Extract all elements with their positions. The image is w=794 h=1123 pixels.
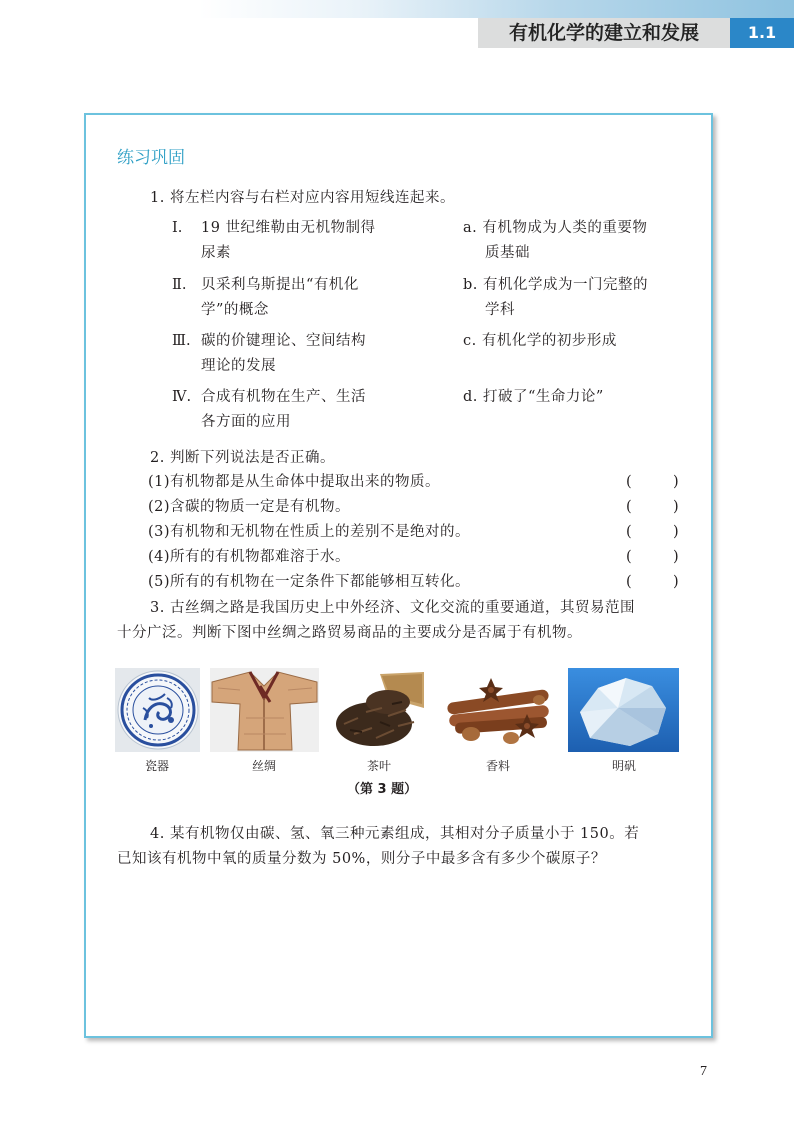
q3-line1: 3. 古丝绸之路是我国历史上中外经济、文化交流的重要通道，其贸易范围 — [150, 600, 635, 616]
q2-item-2: (2)含碳的物质一定是有机物。 — [148, 499, 351, 515]
q1-left-3-line2: 理论的发展 — [201, 358, 276, 374]
q2-paren-open-5: ( — [626, 574, 632, 590]
q1-left-2-line2: 学”的概念 — [201, 302, 269, 318]
caption-tea: 茶叶 — [366, 759, 391, 773]
q1-right-d-line1: d. 打破了“生命力论” — [463, 389, 604, 405]
q2-item-4: (4)所有的有机物都难溶于水。 — [148, 549, 351, 565]
figure-caption: （第 3 题） — [347, 782, 418, 797]
q1-left-4-line1: 合成有机物在生产、生活 — [201, 389, 366, 405]
q3-line2: 十分广泛。判断下图中丝绸之路贸易商品的主要成分是否属于有机物。 — [117, 625, 582, 641]
q2-paren-close-2: ) — [673, 499, 679, 515]
q1-left-num-1: Ⅰ. — [172, 220, 183, 236]
q1-right-a-line2: 质基础 — [485, 245, 530, 261]
q1-right-b-line2: 学科 — [485, 302, 515, 318]
q1-left-3-line1: 碳的价键理论、空间结构 — [201, 333, 366, 349]
caption-spices: 香料 — [485, 759, 510, 773]
q2-paren-close-3: ) — [673, 524, 679, 540]
q4-line2: 已知该有机物中氧的质量分数为 50%，则分子中最多含有多少个碳原子？ — [117, 851, 606, 867]
q2-stem: 2. 判断下列说法是否正确。 — [150, 450, 335, 466]
section-number: 1.1 — [730, 18, 794, 48]
alum-crystal-photo — [568, 668, 679, 752]
q2-paren-close-4: ) — [673, 549, 679, 565]
q2-paren-open-2: ( — [626, 499, 632, 515]
caption-alum: 明矾 — [611, 759, 636, 773]
q1-left-1-line1: 19 世纪维勒由无机物制得 — [201, 220, 376, 236]
header-gradient-bar — [0, 0, 794, 18]
q2-paren-open-1: ( — [626, 474, 632, 490]
q2-paren-open-3: ( — [626, 524, 632, 540]
q1-left-num-4: Ⅳ. — [172, 389, 192, 405]
spices-photo — [441, 668, 555, 752]
q1-stem: 1. 将左栏内容与右栏对应内容用短线连起来。 — [150, 190, 455, 206]
q1-right-b-line1: b. 有机化学成为一门完整的 — [463, 277, 648, 293]
caption-porcelain: 瓷器 — [144, 759, 169, 773]
tea-leaves-photo — [332, 668, 427, 752]
q1-right-c-line1: c. 有机化学的初步形成 — [463, 333, 617, 349]
q2-item-1: (1)有机物都是从生命体中提取出来的物质。 — [148, 474, 441, 490]
q1-left-4-line2: 各方面的应用 — [201, 414, 291, 430]
q2-paren-open-4: ( — [626, 549, 632, 565]
q2-item-5: (5)所有的有机物在一定条件下都能够相互转化。 — [148, 574, 471, 590]
q4-line1: 4. 某有机物仅由碳、氢、氧三种元素组成，其相对分子质量小于 150。若 — [150, 826, 640, 842]
q2-item-3: (3)有机物和无机物在性质上的差别不是绝对的。 — [148, 524, 471, 540]
q2-paren-close-5: ) — [673, 574, 679, 590]
q1-left-num-3: Ⅲ. — [172, 333, 191, 349]
q1-left-num-2: Ⅱ. — [172, 277, 187, 293]
caption-silk: 丝绸 — [251, 759, 276, 773]
q1-right-a-line1: a. 有机物成为人类的重要物 — [463, 220, 648, 236]
chapter-title: 有机化学的建立和发展 — [508, 22, 699, 44]
silk-robe-photo — [210, 668, 319, 752]
q1-left-1-line2: 尿素 — [201, 245, 231, 261]
q1-left-2-line1: 贝采利乌斯提出“有机化 — [201, 277, 359, 293]
porcelain-photo — [115, 668, 200, 752]
exercise-title: 练习巩固 — [117, 148, 185, 168]
q2-paren-close-1: ) — [673, 474, 679, 490]
page-number: 7 — [700, 1064, 707, 1079]
